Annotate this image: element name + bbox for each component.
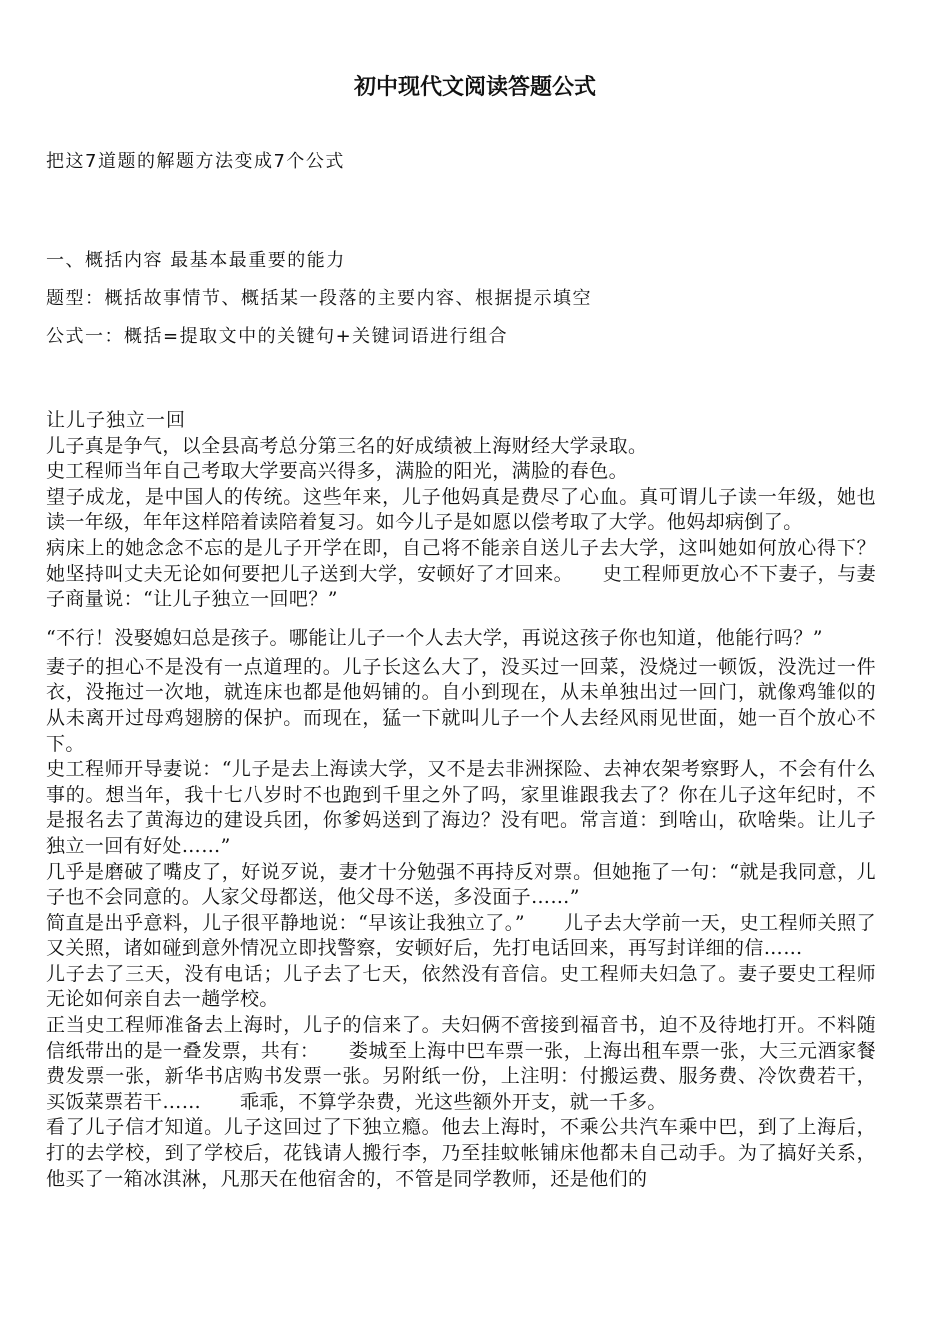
document-title: 初中现代文阅读答题公式 <box>353 75 596 100</box>
story-paragraph: 史工程师开导妻说：“儿子是去上海读大学，又不是去非洲探险、去神农架考察野人，不会有什么事的。想当年，我十七八岁时不也跑到千里之外了吗，家里谁跟我去了？你在儿子这年纪时，不是报名去了黄海边的建设兵团，你爹妈送到了海边？没有吧。常言道：到啥山，砍啥柴。让儿子独立一回有好处……” <box>46 758 876 857</box>
formula-text: 公式一：概括=提取文中的关键句+关键词语进行组合 <box>46 326 509 347</box>
story-paragraph: 儿子真是争气，以全县高考总分第三名的好成绩被上海财经大学录取。 <box>46 434 648 457</box>
story-paragraph: 史工程师当年自己考取大学要高兴得多，满脸的阳光，满脸的春色。 <box>46 460 629 483</box>
story-paragraph: 儿子去了三天，没有电话；儿子去了七天，依然没有音信。史工程师夫妇急了。妻子要史工程师无论如何亲自去一趟学校。 <box>46 962 876 1011</box>
story-paragraph: 病床上的她念念不忘的是儿子开学在即，自己将不能亲自送儿子去大学，这叫她如何放心得下？她坚持叫丈夫无论如何要把儿子送到大学，安顿好了才回来。 史工程师更放心不下妻子，与妻子商量说：“让儿子独立一回吧？” <box>46 536 876 611</box>
story-paragraph: 简直是出乎意料，儿子很平静地说：“早该让我独立了。” 儿子去大学前一天，史工程师关照了又关照，诸如碰到意外情况立即找警察，安顿好后，先打电话回来，再写封详细的信…… <box>46 911 876 960</box>
story-paragraph: 望子成龙，是中国人的传统。这些年来，儿子他妈真是费尽了心血。真可谓儿子读一年级，她也读一年级，年年这样陪着读陪着复习。如今儿子是如愿以偿考取了大学。他妈却病倒了。 <box>46 485 876 534</box>
story-paragraph: 几乎是磨破了嘴皮了，好说歹说，妻才十分勉强不再持反对票。但她拖了一句：“就是我同意，儿子也不会同意的。人家父母都送，他父母不送，多没面子……” <box>46 860 876 909</box>
story-paragraph: “不行！没娶媳妇总是孩子。哪能让儿子一个人去大学，再说这孩子你也知道，他能行吗？” <box>46 626 823 649</box>
story-body <box>46 408 876 1192</box>
question-type-text: 题型：概括故事情节、概括某一段落的主要内容、根据提示填空 <box>46 288 592 309</box>
story-paragraph: 看了儿子信才知道。儿子这回过了下独立瘾。他去上海时，不乘公共汽车乘中巴，到了上海后，打的去学校，到了学校后，花钱请人搬行李，乃至挂蚊帐铺床他都未自己动手。为了搞好关系，他买了一箱冰淇淋，凡那天在他宿舍的，不管是同学教师，还是他们的 <box>46 1116 876 1190</box>
story-paragraph: 正当史工程师准备去上海时，儿子的信来了。夫妇俩不啻接到福音书，迫不及待地打开。不料随信纸带出的是一叠发票，共有： 娄城至上海中巴车票一张，上海出租车票一张，大三元酒家餐费发票一张，新华书店购书发票一张。另附纸一份，上注明：付搬运费、服务费、冷饮费若干，买饭菜票若干…… 乖乖，不算学杂费，光这些额外开支，就一千多。 <box>46 1014 876 1113</box>
intro-text: 把这7道题的解题方法变成7个公式 <box>46 151 345 172</box>
story-title: 让儿子独立一回 <box>46 409 187 431</box>
story-paragraph: 妻子的担心不是没有一点道理的。儿子长这么大了，没买过一回菜，没烧过一顿饭，没洗过一件衣，没拖过一次地，就连床也都是他妈铺的。自小到现在，从未单独出过一回门，就像鸡雏似的从未离开过母鸡翅膀的保护。而现在，猛一下就叫儿子一个人去经风雨见世面，她一百个放心不下。 <box>46 655 876 755</box>
section-heading: 一、概括内容 最基本最重要的能力 <box>46 250 346 271</box>
